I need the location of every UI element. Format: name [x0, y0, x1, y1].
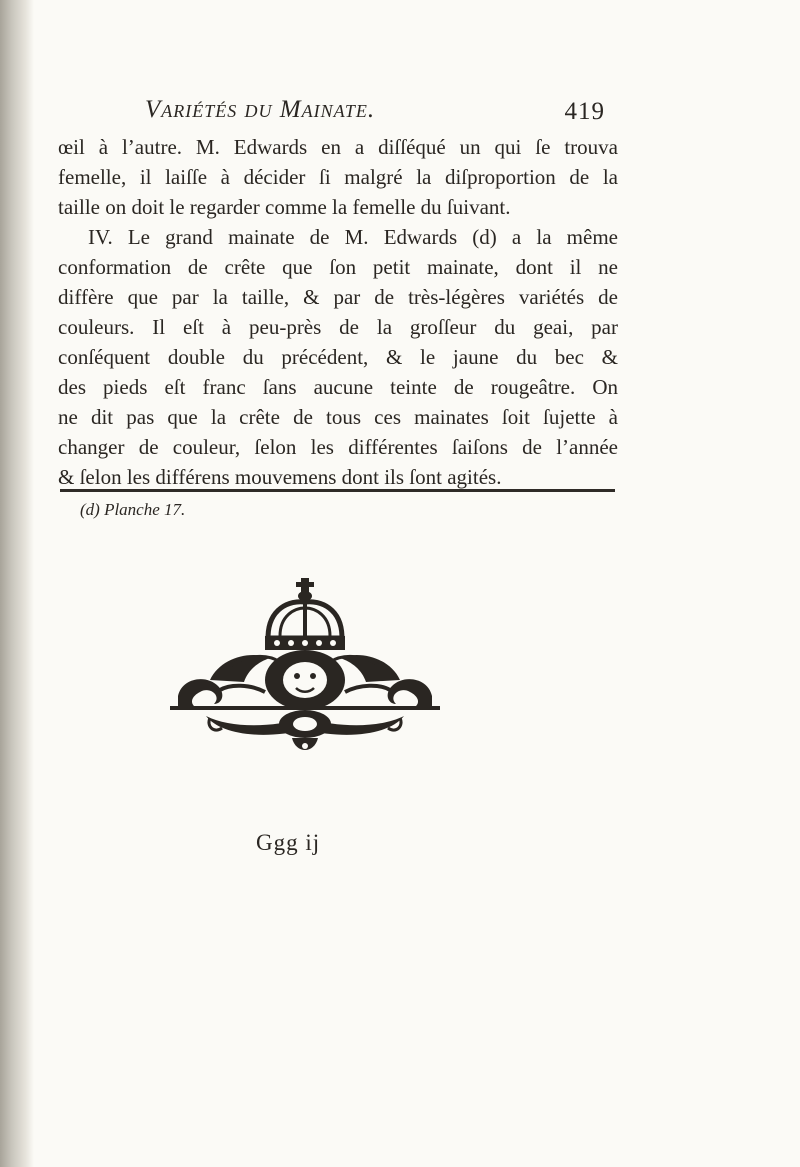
body-text: [58, 132, 618, 492]
text-line: diffère que par la taille, & par de très-légères variétés de: [58, 285, 618, 309]
text-line: conformation de crête que ſon petit mainate, dont il ne: [58, 255, 618, 279]
text-line: femelle, il laiſſe à décider ſi malgré la diſproportion de la: [58, 165, 618, 189]
paragraph-start-line: IV. Le grand mainate de M. Edwards (d) a la même: [88, 225, 618, 249]
text-line: des pieds eſt franc ſans aucune teinte de rougeâtre. On: [58, 375, 618, 399]
text-line: couleurs. Il eſt à peu-près de la groſſeur du geai, par: [58, 315, 618, 339]
royal-crown-cartouche-ornament-icon: [170, 578, 440, 756]
text-line: conſéquent double du précédent, & le jaune du bec &: [58, 345, 618, 369]
footnote: (d) Planche 17.: [80, 500, 186, 519]
footnote-rule: [60, 489, 615, 492]
text-line: taille on doit le regarder comme la femelle du ſuivant.: [58, 195, 511, 219]
page-number: 419: [564, 98, 605, 125]
running-title: Variétés du Mainate.: [145, 96, 376, 123]
running-head: [145, 96, 605, 130]
text-line: changer de couleur, ſelon les différentes ſaiſons de l’année: [58, 435, 618, 459]
text-line: & ſelon les différens mouvemens dont ils ſont agités.: [58, 465, 502, 489]
text-line: œil à l’autre. M. Edwards en a diſſéqué un qui ſe trouva: [58, 135, 618, 159]
text-line: ne dit pas que la crête de tous ces mainates ſoit ſujette à: [58, 405, 618, 429]
signature-mark: Ggg ij: [256, 830, 321, 855]
